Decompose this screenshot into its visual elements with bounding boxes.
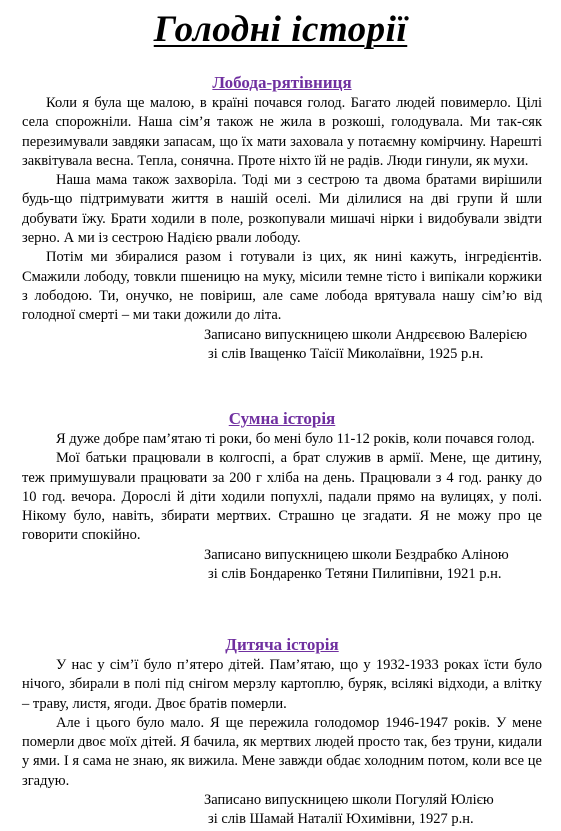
story-paragraph: Наша мама також захворіла. Тоді ми з сестрою та двома братами вирішили будь-що підтримувати життя в нашій оселі. Ми ділилися на дві групи й шли добувати їжу. Брати ходили в поле, розкопували мишачі нірки і видобували звідти зерно. А ми із сестрою Надією рвали лободу. [22, 172, 542, 247]
story-sumna [22, 409, 542, 584]
story-paragraph: У нас у сім’ї було п’ятеро дітей. Пам’ятаю, що у 1932-1933 роках їсти було нічого, збирали в полі під снігом мерзлу картоплю, буряк, всілякі відходи, а влітку – траву, листя, ягоди. Двоє братів померли. [22, 657, 542, 712]
story-heading: Сумна історія [228, 409, 336, 428]
story-attribution [204, 326, 542, 365]
attribution-line: зі слів Шамай Наталії Юхимівни, 1927 р.н. [208, 811, 474, 828]
attribution-line: Записано випускницею школи Погуляй Юлією [204, 792, 494, 809]
attribution-line: зі слів Бондаренко Тетяни Пилипівни, 1921 р.н. [208, 566, 502, 583]
story-paragraph: Я дуже добре пам’ятаю ті роки, бо мені було 11-12 років, коли почався голод. [56, 431, 535, 447]
story-heading: Лобода-рятівниця [212, 73, 352, 92]
story-attribution [204, 791, 542, 830]
story-paragraph: Але і цього було мало. Я ще пережила голодомор 1946-1947 років. У мене померли двоє моїх дітей. Я бачила, як мертвих людей просто так, без труни, кидали у ями. І я сама не знаю, як вижила. Мене завжди обдає холодним потом, коли все це згадую. [22, 714, 542, 789]
story-paragraph: Потім ми збиралися разом і готували із цих, як нині кажуть, інгредієнтів. Смажили лободу, товкли пшеницю на муку, місили темне тісто і випікали коржики з лободою. Ти, онучко, не повіриш, але саме лобода врятувала нашу сім’ю від голодної смерті – ми таки дожили до літа. [22, 249, 542, 324]
story-paragraph: Коли я була ще малою, в країні почався голод. Багато людей повимерло. Цілі села спорожніли. Наша сім’я також не жила в розкоші, голодувала. Ми так-сяк перезимували завдяки запасам, що їх мати заховала у потаємну комірчину. Нарешті заквітувала весна. Тепла, сонячна. Проте ніхто їй не радів. Люди гинули, як мухи. [22, 95, 542, 169]
attribution-line: зі слів Іващенко Таїсії Миколаївни, 1925 р.н. [208, 345, 484, 362]
story-attribution [204, 546, 542, 585]
story-paragraph: Мої батьки працювали в колгоспі, а брат служив в армії. Мене, ще дитину, теж примушували працювати за 200 г хліба на день. Працювали з 4 год. ранку до 10 год. вечора. Дорослі й діти ходили попухлі, падали прямо на вулицях, у полі. Нікому було, навіть, збирати мертвих. Страшно це згадати. Я не можу про це говорити спокійно. [22, 450, 542, 544]
attribution-line: Записано випускницею школи Андрєєвою Валерією [204, 326, 528, 343]
story-heading: Дитяча історія [225, 635, 339, 654]
story-dytiacha [22, 635, 542, 830]
page-title: Голодні історії [153, 9, 408, 50]
attribution-line: Записано випускницею школи Бездрабко Аліною [204, 546, 509, 563]
story-lobodа [22, 73, 542, 364]
